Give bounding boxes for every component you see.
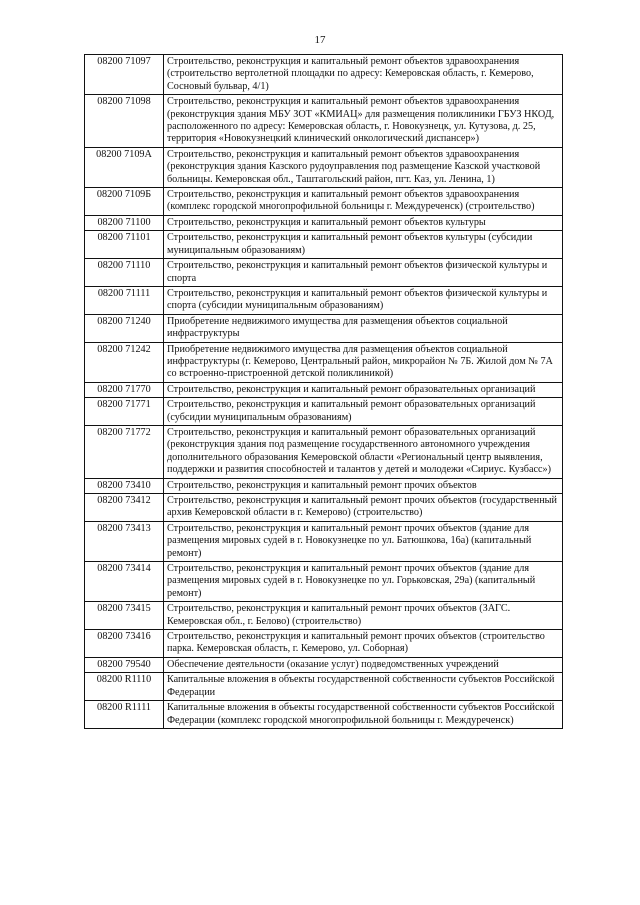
description-cell: Строительство, реконструкция и капитальный ремонт объектов культуры	[164, 215, 563, 230]
table-row	[85, 55, 563, 95]
code-cell: 08200 71098	[85, 95, 164, 148]
table-row	[85, 215, 563, 230]
description-cell: Обеспечение деятельности (оказание услуг) подведомственных учреждений	[164, 657, 563, 672]
table-body	[85, 55, 563, 729]
table-row	[85, 382, 563, 397]
table-row	[85, 314, 563, 342]
description-cell: Приобретение недвижимого имущества для размещения объектов социальной инфраструктуры (г. Кемерово, Центральный район, микрорайон № 7Б. Жилой дом № 7А со встроенно-пристроенной детской поликлиникой)	[164, 342, 563, 382]
code-cell: 08200 71101	[85, 231, 164, 259]
table-row	[85, 188, 563, 216]
code-cell: 08200 73412	[85, 494, 164, 522]
code-cell: 08200 73410	[85, 478, 164, 493]
code-cell: 08200 71242	[85, 342, 164, 382]
table-row	[85, 630, 563, 658]
description-cell: Строительство, реконструкция и капитальный ремонт образовательных организаций	[164, 382, 563, 397]
description-cell: Строительство, реконструкция и капитальный ремонт объектов здравоохранения (комплекс городской многопрофильной больницы г. Междуреченск) (строительство)	[164, 188, 563, 216]
code-cell: 08200 73416	[85, 630, 164, 658]
code-cell: 08200 71100	[85, 215, 164, 230]
table-row	[85, 521, 563, 561]
code-cell: 08200 71772	[85, 425, 164, 478]
description-cell: Строительство, реконструкция и капитальный ремонт прочих объектов (ЗАГС. Кемеровская обл., г. Белово) (строительство)	[164, 602, 563, 630]
description-cell: Приобретение недвижимого имущества для размещения объектов социальной инфраструктуры	[164, 314, 563, 342]
table-row	[85, 494, 563, 522]
description-cell: Строительство, реконструкция и капитальный ремонт прочих объектов (строительство парка. Кемеровская область, г. Кемерово, ул. Соборная)	[164, 630, 563, 658]
table-row	[85, 478, 563, 493]
description-cell: Строительство, реконструкция и капитальный ремонт прочих объектов (здание для размещения мировых судей в г. Новокузнецке по ул. Горьковская, 29а) (капитальный ремонт)	[164, 562, 563, 602]
code-cell: 08200 7109А	[85, 147, 164, 187]
page-number: 17	[314, 34, 326, 46]
description-cell: Строительство, реконструкция и капитальный ремонт прочих объектов (здание для размещения мировых судей в г. Новокузнецке по ул. Батюшкова, 16а) (капитальный ремонт)	[164, 521, 563, 561]
table-row	[85, 673, 563, 701]
description-cell: Строительство, реконструкция и капитальный ремонт образовательных организаций (реконструкция здания под размещение государственного автономного учреждения дополнительного образования Кемеровской области «Региональный центр выявления, поддержки и развития способностей и талантов у детей и молодежи «Сириус. Кузбасс»)	[164, 425, 563, 478]
description-cell: Капитальные вложения в объекты государственной собственности субъектов Российской Федерации	[164, 673, 563, 701]
code-cell: 08200 71097	[85, 55, 164, 95]
code-cell: 08200 7109Б	[85, 188, 164, 216]
table-row	[85, 657, 563, 672]
description-cell: Строительство, реконструкция и капитальный ремонт объектов физической культуры и спорта	[164, 259, 563, 287]
code-cell: 08200 R1110	[85, 673, 164, 701]
table-row	[85, 231, 563, 259]
description-cell: Строительство, реконструкция и капитальный ремонт объектов физической культуры и спорта (субсидии муниципальным образованиям)	[164, 286, 563, 314]
description-cell: Строительство, реконструкция и капитальный ремонт объектов здравоохранения (реконструкция здания МБУ ЗОТ «КМИАЦ» для размещения поликлиники ГБУЗ НКОД, расположенного по адресу: Кемеровская область, г. Новокузнецк, ул. Кутузова, д. 25, территория «Новокузнецкий клинический онкологический диспансер»)	[164, 95, 563, 148]
code-cell: 08200 73413	[85, 521, 164, 561]
code-cell: 08200 73414	[85, 562, 164, 602]
description-cell: Строительство, реконструкция и капитальный ремонт прочих объектов	[164, 478, 563, 493]
table-row	[85, 562, 563, 602]
code-cell: 08200 71111	[85, 286, 164, 314]
description-cell: Строительство, реконструкция и капитальный ремонт образовательных организаций (субсидии муниципальным образованиям)	[164, 398, 563, 426]
code-cell: 08200 71771	[85, 398, 164, 426]
description-cell: Строительство, реконструкция и капитальный ремонт объектов здравоохранения (строительство вертолетной площадки по адресу: Кемеровская область, г. Кемерово, Сосновый бульвар, 4/1)	[164, 55, 563, 95]
description-cell: Строительство, реконструкция и капитальный ремонт объектов культуры (субсидии муниципальным образованиям)	[164, 231, 563, 259]
table-row	[85, 425, 563, 478]
table-row	[85, 602, 563, 630]
table-row	[85, 147, 563, 187]
code-cell: 08200 R1111	[85, 701, 164, 729]
table-row	[85, 701, 563, 729]
table-row	[85, 286, 563, 314]
table-row	[85, 259, 563, 287]
description-cell: Капитальные вложения в объекты государственной собственности субъектов Российской Федерации (комплекс городской многопрофильной больницы г. Междуреченск)	[164, 701, 563, 729]
description-cell: Строительство, реконструкция и капитальный ремонт прочих объектов (государственный архив Кемеровской области в г. Кемерово) (строительство)	[164, 494, 563, 522]
code-cell: 08200 79540	[85, 657, 164, 672]
code-cell: 08200 71110	[85, 259, 164, 287]
budget-codes-table	[84, 54, 563, 729]
code-cell: 08200 73415	[85, 602, 164, 630]
description-cell: Строительство, реконструкция и капитальный ремонт объектов здравоохранения (реконструкция здания Казского рудоуправления под размещение Казской участковой больницы. Кемеровская обл., Таштагольский район, пгт. Каз, ул. Ленина, 1)	[164, 147, 563, 187]
table-row	[85, 398, 563, 426]
table-row	[85, 342, 563, 382]
code-cell: 08200 71240	[85, 314, 164, 342]
table-row	[85, 95, 563, 148]
code-cell: 08200 71770	[85, 382, 164, 397]
